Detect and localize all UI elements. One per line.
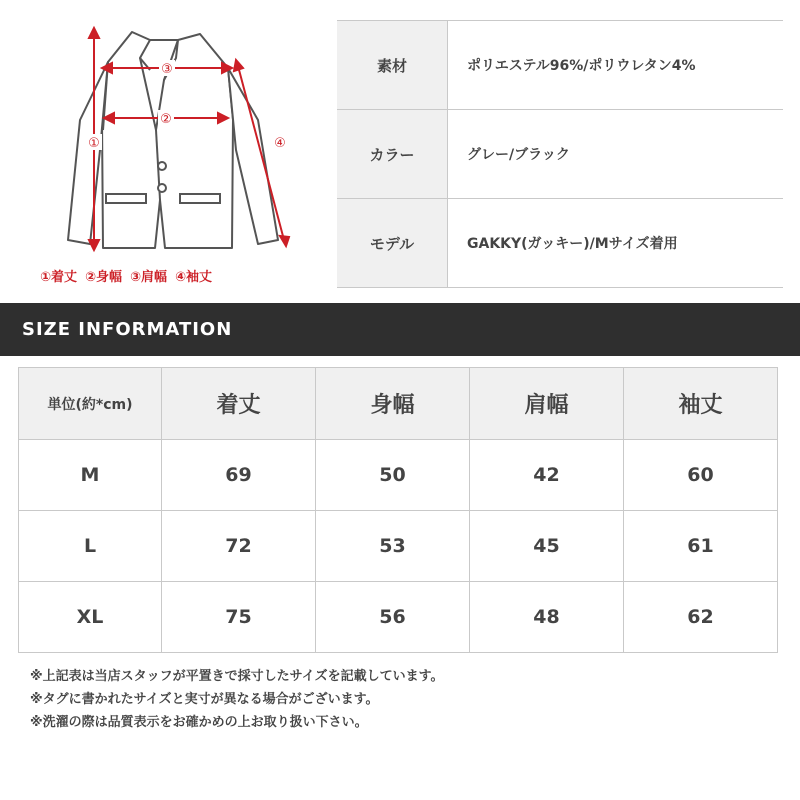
legend-length: ①着丈 bbox=[40, 270, 78, 285]
table-cell: 62 bbox=[624, 582, 778, 653]
table-row bbox=[19, 511, 778, 582]
note-line: ※タグに書かれたサイズと実寸が異なる場合がございます。 bbox=[30, 692, 379, 707]
marker-width: ② bbox=[160, 112, 172, 127]
spec-value: GAKKY(ガッキー)/Mサイズ着用 bbox=[467, 236, 678, 252]
spec-label: 素材 bbox=[337, 21, 448, 109]
spec-row-material bbox=[337, 21, 783, 110]
section-title: SIZE INFORMATION bbox=[22, 319, 233, 340]
column-header-sleeve: 袖丈 bbox=[624, 368, 778, 440]
table-cell: 42 bbox=[470, 440, 624, 511]
table-cell: 53 bbox=[316, 511, 470, 582]
column-header-width: 身幅 bbox=[316, 368, 470, 440]
size-label: XL bbox=[19, 582, 162, 653]
table-cell: 50 bbox=[316, 440, 470, 511]
spec-label: カラー bbox=[337, 110, 448, 198]
note-line: ※洗濯の際は品質表示をお確かめの上お取り扱い下さい。 bbox=[30, 715, 368, 730]
table-cell: 72 bbox=[162, 511, 316, 582]
marker-shoulder: ③ bbox=[161, 62, 173, 77]
notes bbox=[30, 665, 444, 734]
table-cell: 56 bbox=[316, 582, 470, 653]
unit-header: 単位(約*cm) bbox=[19, 368, 162, 440]
table-row bbox=[19, 582, 778, 653]
marker-length: ① bbox=[88, 136, 100, 151]
column-header-length: 着丈 bbox=[162, 368, 316, 440]
column-header-shoulder: 肩幅 bbox=[470, 368, 624, 440]
table-row bbox=[19, 440, 778, 511]
jacket-diagram bbox=[0, 0, 320, 300]
spec-table bbox=[337, 20, 783, 288]
note-line: ※上記表は当店スタッフが平置きで採寸したサイズを記載しています。 bbox=[30, 669, 444, 684]
spec-row-color bbox=[337, 110, 783, 199]
section-header bbox=[0, 303, 800, 356]
size-label: M bbox=[19, 440, 162, 511]
table-cell: 69 bbox=[162, 440, 316, 511]
legend-shoulder: ③肩幅 bbox=[130, 270, 168, 285]
size-table bbox=[18, 367, 778, 653]
measurement-legend bbox=[40, 266, 310, 285]
size-table-header bbox=[19, 368, 778, 440]
spec-row-model bbox=[337, 199, 783, 288]
table-cell: 75 bbox=[162, 582, 316, 653]
table-cell: 48 bbox=[470, 582, 624, 653]
size-label: L bbox=[19, 511, 162, 582]
table-cell: 60 bbox=[624, 440, 778, 511]
table-cell: 45 bbox=[470, 511, 624, 582]
table-cell: 61 bbox=[624, 511, 778, 582]
legend-sleeve: ④袖丈 bbox=[175, 270, 213, 285]
spec-value: ポリエステル96%/ポリウレタン4% bbox=[467, 58, 696, 74]
spec-label: モデル bbox=[337, 199, 448, 287]
spec-value: グレー/ブラック bbox=[467, 147, 570, 163]
marker-sleeve: ④ bbox=[274, 136, 286, 151]
legend-width: ②身幅 bbox=[85, 270, 123, 285]
